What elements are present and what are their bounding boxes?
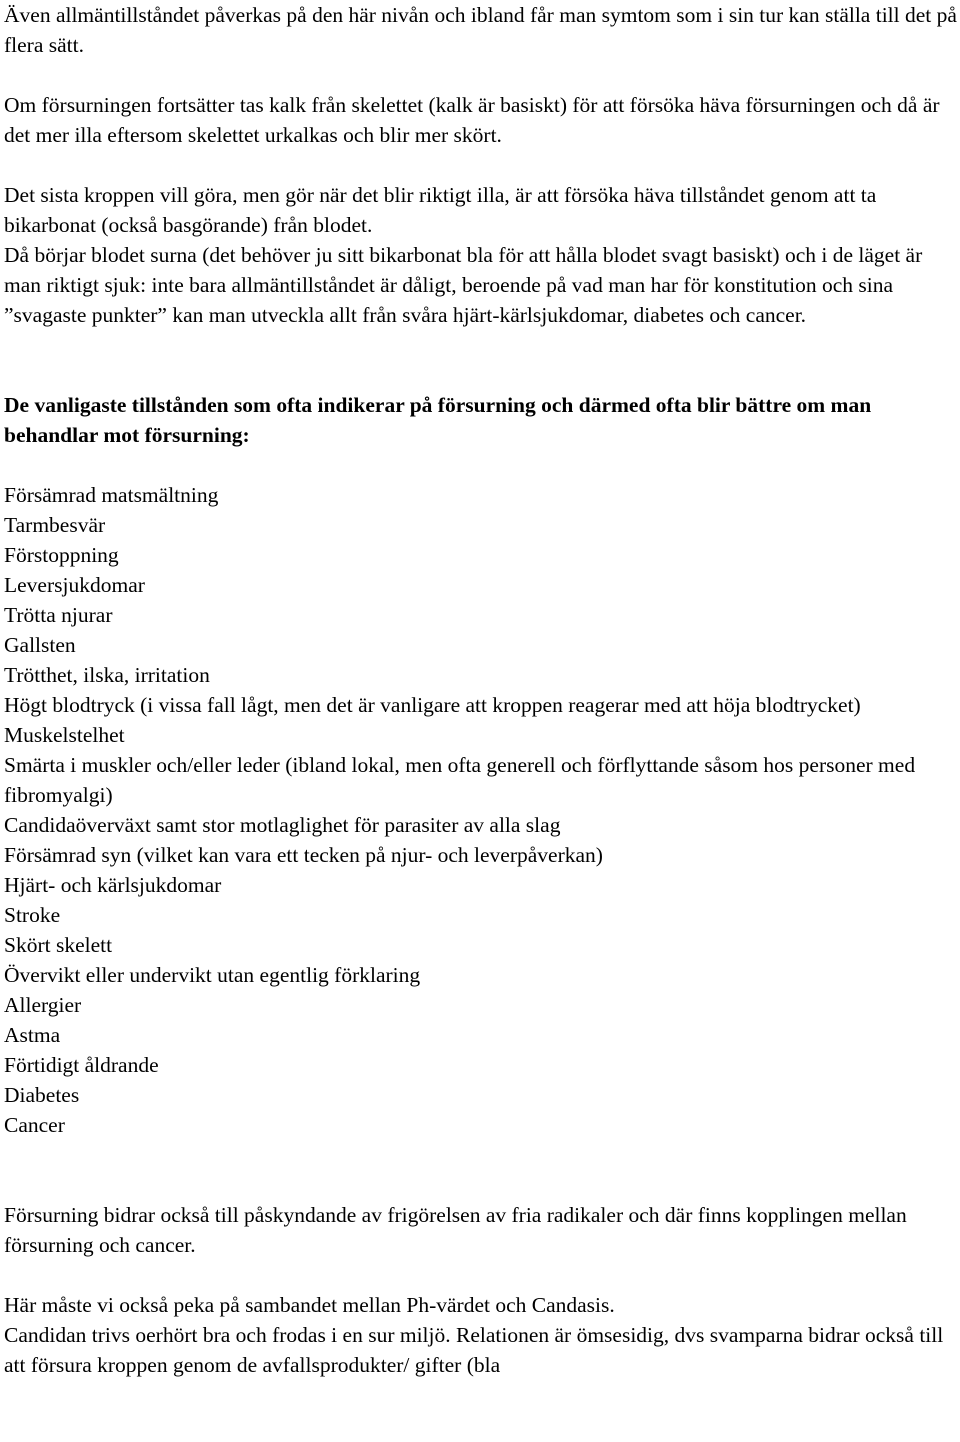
paragraph-ph-candida: Här måste vi också peka på sambandet mellan Ph-värdet och Candasis. [4,1293,615,1317]
paragraph-candida-environment: Candidan trivs oerhört bra och frodas i en sur miljö. Relationen är ömsesidig, dvs svamparna bidrar också till att försura kroppen genom de avfallsprodukter/ gifter (bla [4,1323,944,1377]
list-item: Leversjukdomar [4,573,145,597]
list-item: Muskelstelhet [4,723,125,747]
list-item: Allergier [4,993,82,1017]
spacer [4,1260,958,1290]
list-item: Tarmbesvär [4,513,106,537]
spacer [4,450,958,480]
list-item: Förtidigt åldrande [4,1053,159,1077]
list-item: Övervikt eller undervikt utan egentlig förklaring [4,963,421,987]
spacer [4,60,958,90]
paragraph-bicarbonate: Det sista kroppen vill göra, men gör när det blir riktigt illa, är att försöka häva tillståndet genom att ta bikarbonat (också basgörande) från blodet. [4,183,877,237]
list-item: Skört skelett [4,933,113,957]
list-item: Stroke [4,903,61,927]
conditions-list [4,480,958,1140]
paragraph-blood-acidification: Då börjar blodet surna (det behöver ju sitt bikarbonat bla för att hålla blodet svagt basiskt) och i de läget är man riktigt sjuk: inte bara allmäntillståndet är dåligt, beroende på vad man har för konstitution och sina ”svagaste punkter” kan man utveckla allt från svåra hjärt-kärlsjukdomar, diabetes och cancer. [4,243,923,327]
list-item: Cancer [4,1113,65,1137]
paragraph-calcium-loss: Om försurningen fortsätter tas kalk från skelettet (kalk är basiskt) för att försöka häva försurningen och då är det mer illa eftersom skelettet urkalkas och blir mer skört. [4,93,940,147]
list-item: Förstoppning [4,543,119,567]
list-item: Smärta i muskler och/eller leder (ibland lokal, men ofta generell och förflyttande såsom hos personer med fibromyalgi) [4,753,916,807]
list-item: Candidaöverväxt samt stor motlaglighet för parasiter av alla slag [4,813,561,837]
paragraph-free-radicals: Försurning bidrar också till påskyndande av frigörelsen av fria radikaler och där finns kopplingen mellan försurning och cancer. [4,1203,907,1257]
spacer [4,150,958,180]
list-item: Trötthet, ilska, irritation [4,663,210,687]
list-item: Försämrad matsmältning [4,483,219,507]
spacer [4,330,958,390]
spacer [4,1140,958,1200]
list-item: Högt blodtryck (i vissa fall lågt, men det är vanligare att kroppen reagerar med att höja blodtrycket) [4,693,861,717]
list-item: Gallsten [4,633,76,657]
section-heading: De vanligaste tillstånden som ofta indikerar på försurning och därmed ofta blir bättre om man behandlar mot försurning: [4,393,872,447]
list-item: Diabetes [4,1083,80,1107]
list-item: Astma [4,1023,61,1047]
document-page [4,0,958,1380]
list-item: Försämrad syn (vilket kan vara ett tecken på njur- och leverpåverkan) [4,843,603,867]
list-item: Hjärt- och kärlsjukdomar [4,873,222,897]
list-item: Trötta njurar [4,603,113,627]
paragraph-general-condition: Även allmäntillståndet påverkas på den här nivån och ibland får man symtom som i sin tur kan ställa till det på flera sätt. [4,3,957,57]
